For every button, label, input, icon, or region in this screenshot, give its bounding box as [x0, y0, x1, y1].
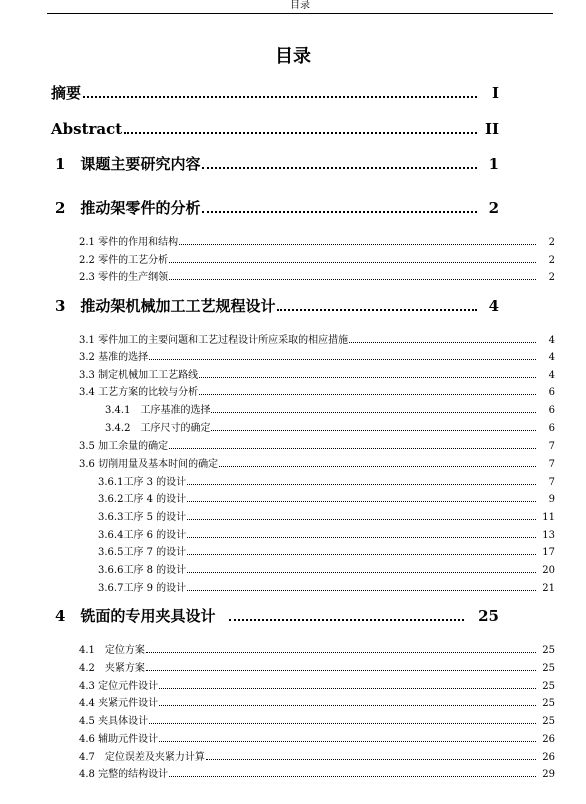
- dot-leader: [202, 167, 477, 169]
- toc-entry-page: 7: [548, 459, 555, 470]
- toc-entry-label: 3.4 工艺方案的比较与分析: [79, 387, 199, 398]
- dot-leader: [277, 309, 477, 311]
- toc-entry-3-5[interactable]: [79, 440, 555, 454]
- toc-entry-page: 25: [478, 607, 499, 625]
- toc-entry-label: 3.2 基准的选择: [79, 352, 149, 363]
- toc-entry-page: 17: [542, 547, 555, 558]
- toc-entry-label: 3.6.2工序 4 的设计: [98, 494, 187, 505]
- toc-entry-label: 3.5 加工余量的确定: [79, 441, 169, 452]
- toc-entry-page: 25: [542, 698, 555, 709]
- running-header: 目录: [47, 0, 553, 14]
- toc-entry-page: 20: [542, 565, 555, 576]
- toc-entry-page: 25: [542, 645, 555, 656]
- dot-leader: [187, 590, 536, 591]
- toc-entry-3-1[interactable]: [79, 334, 555, 348]
- toc-entry-label: 4.7 定位误差及夹紧力计算: [79, 752, 205, 763]
- toc-entry-label: 3.6.6工序 8 的设计: [98, 565, 187, 576]
- toc-entry-label: Abstract: [51, 120, 123, 138]
- toc-entry-label: 摘要: [51, 84, 82, 102]
- toc-entry-3-6-6[interactable]: [98, 564, 555, 578]
- toc-entry-page: 4: [548, 352, 555, 363]
- toc-entry-3-6-1[interactable]: [98, 476, 555, 490]
- toc-entry-label: 1 课题主要研究内容: [55, 155, 201, 173]
- toc-entry-page: 6: [548, 387, 555, 398]
- toc-entry-label: 2 推动架零件的分析: [55, 199, 201, 217]
- toc-entry-page: 21: [542, 583, 555, 594]
- toc-entry-3-4-1[interactable]: [105, 404, 555, 418]
- toc-entry-abstract-cn[interactable]: [51, 83, 499, 103]
- toc-entry-3-4[interactable]: [79, 386, 555, 400]
- toc-entry-chapter-4[interactable]: [55, 606, 499, 626]
- toc-entry-label: 3.6.1工序 3 的设计: [98, 477, 187, 488]
- dot-leader: [229, 619, 464, 621]
- toc-entry-page: 25: [542, 716, 555, 727]
- toc-entry-3-6-5[interactable]: [98, 546, 555, 560]
- toc-entry-label: 4.6 辅助元件设计: [79, 734, 159, 745]
- toc-entry-page: 2: [548, 255, 555, 266]
- toc-entry-page: 26: [542, 752, 555, 763]
- toc-entry-label: 4 铣面的专用夹具设计: [55, 607, 216, 625]
- toc-entry-page: 6: [548, 423, 555, 434]
- dot-leader: [149, 359, 536, 360]
- dot-leader: [211, 412, 536, 413]
- toc-entry-label: 3.4.2 工序尺寸的确定: [105, 423, 211, 434]
- toc-entry-3-6-3[interactable]: [98, 511, 555, 525]
- toc-entry-page: 7: [548, 477, 555, 488]
- toc-entry-page: 7: [548, 441, 555, 452]
- toc-entry-label: 4.3 定位元件设计: [79, 681, 159, 692]
- toc-entry-2-2[interactable]: [79, 254, 555, 268]
- toc-entry-label: 4.1 定位方案: [79, 645, 145, 656]
- toc-entry-3-6-2[interactable]: [98, 493, 555, 507]
- dot-leader: [169, 448, 536, 449]
- toc-entry-page: 2: [548, 237, 555, 248]
- toc-entry-page: 9: [548, 494, 555, 505]
- dot-leader: [169, 279, 536, 280]
- toc-entry-page: 4: [548, 370, 555, 381]
- toc-entry-chapter-2[interactable]: [55, 198, 499, 218]
- dot-leader: [199, 377, 536, 378]
- toc-entry-3-4-2[interactable]: [105, 422, 555, 436]
- dot-leader: [159, 705, 536, 706]
- toc-entry-3-6-7[interactable]: [98, 582, 555, 596]
- dot-leader: [206, 759, 536, 760]
- toc-entry-label: 3.4.1 工序基准的选择: [105, 405, 211, 416]
- toc-entry-4-1[interactable]: [79, 644, 555, 658]
- toc-title: 目录: [275, 46, 311, 67]
- toc-entry-page: 11: [542, 512, 555, 523]
- dot-leader: [187, 519, 536, 520]
- toc-entry-page: 29: [542, 769, 555, 780]
- dot-leader: [187, 572, 536, 573]
- toc-entry-3-3[interactable]: [79, 369, 555, 383]
- dot-leader: [187, 537, 536, 538]
- toc-entry-3-6-4[interactable]: [98, 529, 555, 543]
- toc-entry-label: 2.1 零件的作用和结构: [79, 237, 179, 248]
- toc-entry-page: 25: [542, 663, 555, 674]
- toc-entry-2-3[interactable]: [79, 271, 555, 285]
- dot-leader: [202, 211, 477, 213]
- dot-leader: [179, 244, 536, 245]
- dot-leader: [187, 484, 536, 485]
- toc-entry-2-1[interactable]: [79, 236, 555, 250]
- toc-entry-page: 2: [488, 199, 499, 217]
- dot-leader: [187, 554, 536, 555]
- toc-entry-page: II: [484, 120, 499, 138]
- dot-leader: [187, 501, 536, 502]
- dot-leader: [211, 430, 536, 431]
- toc-entry-label: 3.6.4工序 6 的设计: [98, 530, 187, 541]
- toc-entry-abstract-en[interactable]: [51, 119, 499, 139]
- toc-entry-label: 3.3 制定机械加工工艺路线: [79, 370, 199, 381]
- toc-entry-page: 13: [542, 530, 555, 541]
- toc-entry-label: 3.6.7工序 9 的设计: [98, 583, 187, 594]
- toc-entry-page: 1: [488, 155, 499, 173]
- dot-leader: [149, 723, 536, 724]
- toc-entry-page: 4: [548, 335, 555, 346]
- toc-entry-4-3[interactable]: [79, 680, 555, 694]
- dot-leader: [349, 342, 536, 343]
- dot-leader: [169, 776, 536, 777]
- toc-entry-label: 4.4 夹紧元件设计: [79, 698, 159, 709]
- dot-leader: [159, 688, 536, 689]
- toc-entry-4-8[interactable]: [79, 768, 555, 782]
- toc-entry-label: 3 推动架机械加工工艺规程设计: [55, 297, 276, 315]
- toc-entry-page: 2: [548, 272, 555, 283]
- toc-entry-chapter-1[interactable]: [55, 154, 499, 174]
- toc-entry-label: 3.6.3工序 5 的设计: [98, 512, 187, 523]
- dot-leader: [146, 652, 536, 653]
- toc-entry-page: 6: [548, 405, 555, 416]
- toc-entry-3-2[interactable]: [79, 351, 555, 365]
- toc-entry-page: 25: [542, 681, 555, 692]
- toc-entry-4-4[interactable]: [79, 697, 555, 711]
- dot-leader: [124, 132, 477, 134]
- dot-leader: [169, 262, 536, 263]
- toc-entry-page: I: [491, 84, 499, 102]
- toc-entry-label: 4.5 夹具体设计: [79, 716, 149, 727]
- toc-entry-label: 2.2 零件的工艺分析: [79, 255, 169, 266]
- dot-leader: [199, 394, 536, 395]
- toc-entry-label: 3.6.5工序 7 的设计: [98, 547, 187, 558]
- dot-leader: [146, 670, 536, 671]
- toc-entry-4-7[interactable]: [79, 751, 555, 765]
- toc-entry-label: 3.1 零件加工的主要问题和工艺过程设计所应采取的相应措施: [79, 335, 349, 346]
- toc-entry-label: 4.8 完整的结构设计: [79, 769, 169, 780]
- toc-entry-4-6[interactable]: [79, 733, 555, 747]
- toc-entry-4-5[interactable]: [79, 715, 555, 729]
- toc-entry-page: 26: [542, 734, 555, 745]
- toc-entry-3-6[interactable]: [79, 458, 555, 472]
- toc-entry-chapter-3[interactable]: [55, 296, 499, 316]
- toc-entry-4-2[interactable]: [79, 662, 555, 676]
- dot-leader: [159, 741, 536, 742]
- toc-entry-label: 2.3 零件的生产纲领: [79, 272, 169, 283]
- toc-entry-label: 3.6 切削用量及基本时间的确定: [79, 459, 219, 470]
- dot-leader: [83, 96, 477, 98]
- toc-entry-page: 4: [488, 297, 499, 315]
- dot-leader: [219, 466, 536, 467]
- toc-entry-label: 4.2 夹紧方案: [79, 663, 145, 674]
